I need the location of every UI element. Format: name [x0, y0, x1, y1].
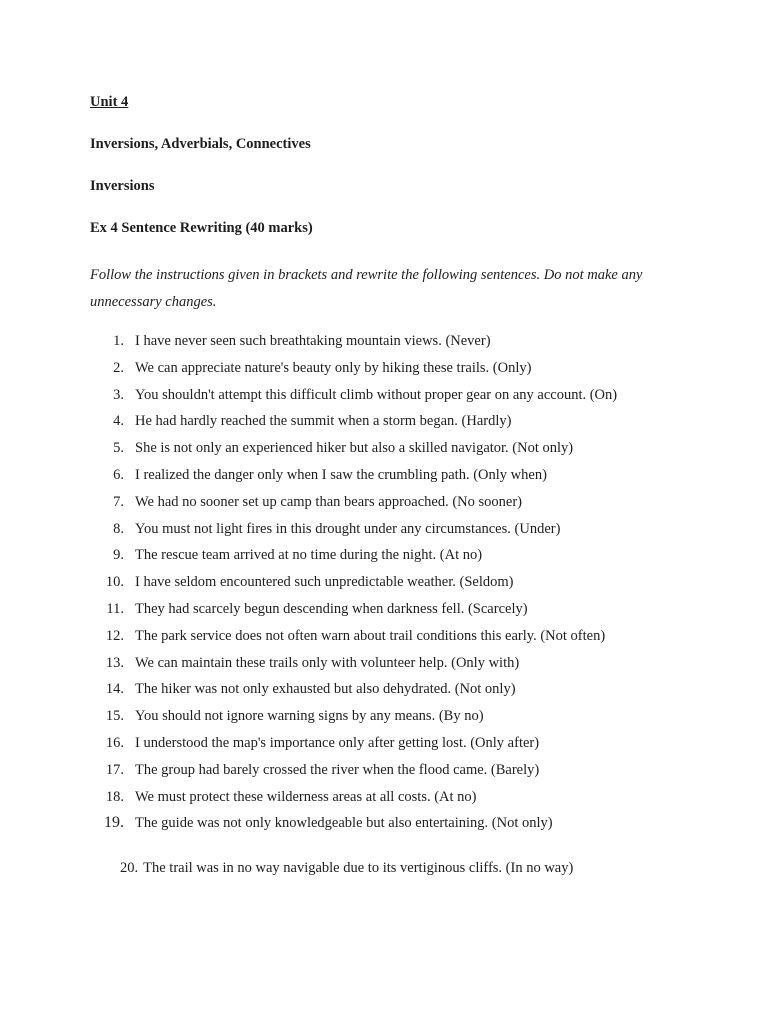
question-number: 18.: [105, 788, 124, 805]
exercise-instructions: Follow the instructions given in brackets and rewrite the following sentences. Do not make any unnecessary changes.: [90, 267, 643, 310]
question-number: 9.: [113, 547, 124, 564]
question-item: [90, 679, 710, 706]
question-number: 2.: [113, 359, 124, 376]
question-text: The guide was not only knowledgeable but also entertaining. (Not only): [135, 815, 553, 832]
question-number: 15.: [105, 708, 124, 725]
question-item: [90, 787, 710, 814]
question-number: 20.: [120, 860, 139, 876]
question-item: [90, 465, 710, 492]
unit-title: Unit 4: [90, 94, 129, 110]
question-number: 19.: [104, 814, 124, 832]
question-item: [90, 813, 710, 840]
question-text: The hiker was not only exhausted but also dehydrated. (Not only): [135, 681, 516, 698]
question-text: The rescue team arrived at no time during the night. (At no): [135, 547, 483, 564]
question-item: [90, 706, 710, 733]
question-text: They had scarcely begun descending when darkness fell. (Scarcely): [135, 600, 528, 617]
question-text: He had hardly reached the summit when a storm began. (Hardly): [135, 413, 512, 430]
question-text: I have never seen such breathtaking mountain views. (Never): [135, 333, 491, 349]
question-number: 8.: [113, 520, 124, 537]
question-text: You shouldn't attempt this difficult climb without proper gear on any account. (On): [135, 386, 618, 403]
question-number: 7.: [113, 493, 124, 510]
exercise-title: Ex 4 Sentence Rewriting (40 marks): [90, 220, 313, 236]
question-item: [90, 438, 710, 465]
question-item-last: [120, 858, 573, 878]
question-number: 1.: [113, 333, 124, 349]
question-number: 14.: [105, 681, 124, 698]
question-item: [90, 599, 710, 626]
question-text: You must not light fires in this drought under any circumstances. (Under): [135, 520, 561, 537]
question-text: We must protect these wilderness areas at all costs. (At no): [135, 788, 477, 805]
question-item: [90, 358, 710, 385]
question-number: 3.: [113, 386, 124, 403]
question-item: [90, 626, 710, 653]
question-text: We had no sooner set up camp than bears approached. (No sooner): [135, 493, 522, 510]
question-list: [90, 331, 710, 840]
question-item: [90, 492, 710, 519]
question-number: 17.: [105, 761, 124, 778]
question-item: [90, 733, 710, 760]
question-number: 11.: [106, 600, 124, 617]
question-text: We can appreciate nature's beauty only by hiking these trails. (Only): [135, 359, 532, 376]
question-text: The park service does not often warn about trail conditions this early. (Not often): [135, 627, 606, 644]
question-number: 12.: [105, 627, 124, 644]
question-item: [90, 331, 710, 358]
question-item: [90, 411, 710, 438]
question-text: The group had barely crossed the river when the flood came. (Barely): [135, 761, 540, 778]
question-text: I realized the danger only when I saw the crumbling path. (Only when): [135, 466, 547, 483]
section-heading: Inversions: [90, 178, 155, 194]
topic-subtitle: Inversions, Adverbials, Connectives: [90, 136, 311, 152]
question-item: [90, 519, 710, 546]
question-text: We can maintain these trails only with volunteer help. (Only with): [135, 654, 520, 671]
question-item: [90, 385, 710, 412]
question-item: [90, 545, 710, 572]
question-item: [90, 760, 710, 787]
question-number: 5.: [113, 440, 124, 457]
question-item: [90, 653, 710, 680]
question-number: 13.: [105, 654, 124, 671]
question-text: She is not only an experienced hiker but also a skilled navigator. (Not only): [135, 440, 574, 457]
question-item: [90, 572, 710, 599]
question-text: I understood the map's importance only after getting lost. (Only after): [135, 734, 540, 751]
question-text: You should not ignore warning signs by any means. (By no): [135, 708, 484, 725]
question-number: 10.: [105, 574, 124, 591]
question-text: I have seldom encountered such unpredictable weather. (Seldom): [135, 574, 514, 591]
question-number: 16.: [105, 734, 124, 751]
question-text: The trail was in no way navigable due to its vertiginous cliffs. (In no way): [143, 860, 574, 876]
question-number: 6.: [113, 466, 124, 483]
question-number: 4.: [113, 413, 124, 430]
